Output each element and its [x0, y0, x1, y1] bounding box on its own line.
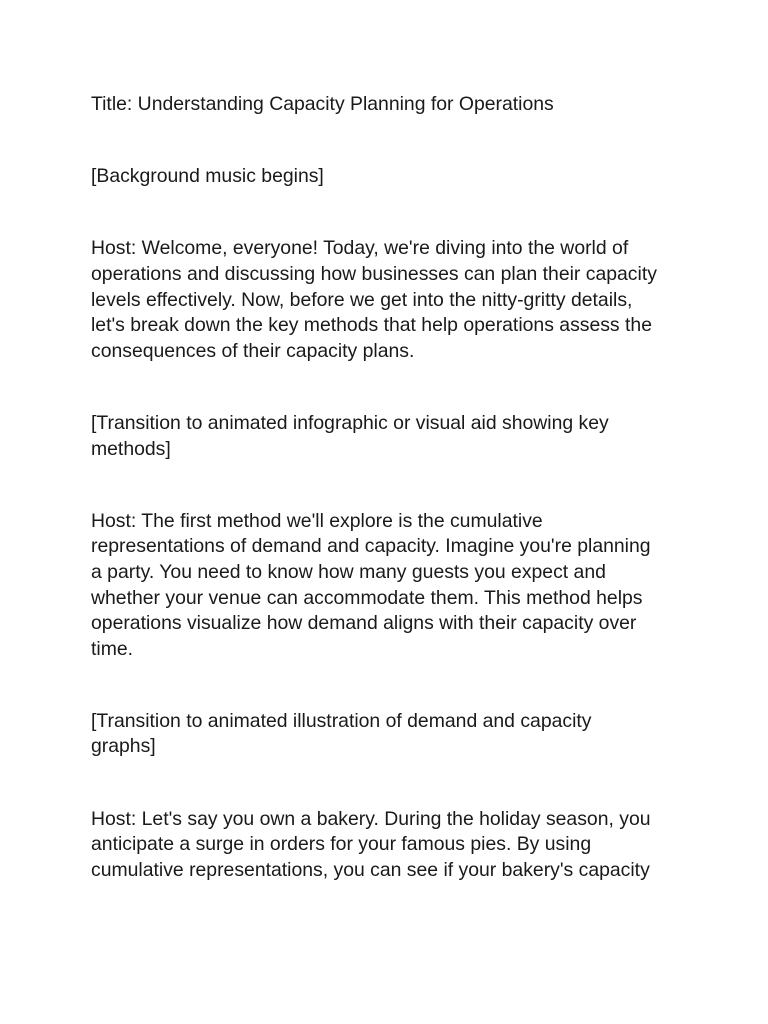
stage-direction-graphs: [Transition to animated illustration of demand and capacity graphs] [91, 709, 592, 758]
document-body [91, 92, 691, 930]
host-paragraph-first-method: Host: The first method we'll explore is the cumulative representations of demand and capacity. Imagine you're planning a party. You need to know how many guests you expect and whether your venue can accommodate them. This method helps operations visualize how demand aligns with their capacity over time. [91, 509, 651, 660]
stage-direction-infographic: [Transition to animated infographic or visual aid showing key methods] [91, 411, 609, 460]
host-paragraph-bakery: Host: Let's say you own a bakery. During the holiday season, you anticipate a surge in orders for your famous pies. By using cumulative representations, you can see if your bakery's capacity [91, 807, 651, 881]
stage-direction-music: [Background music begins] [91, 165, 324, 188]
host-paragraph-welcome: Host: Welcome, everyone! Today, we're diving into the world of operations and discussing how businesses can plan their capacity levels effectively. Now, before we get into the nitty-gritty details, let's break down the key methods that help operations assess the consequences of their capacity plans. [91, 237, 657, 362]
document-title: Title: Understanding Capacity Planning for Operations [91, 93, 554, 115]
